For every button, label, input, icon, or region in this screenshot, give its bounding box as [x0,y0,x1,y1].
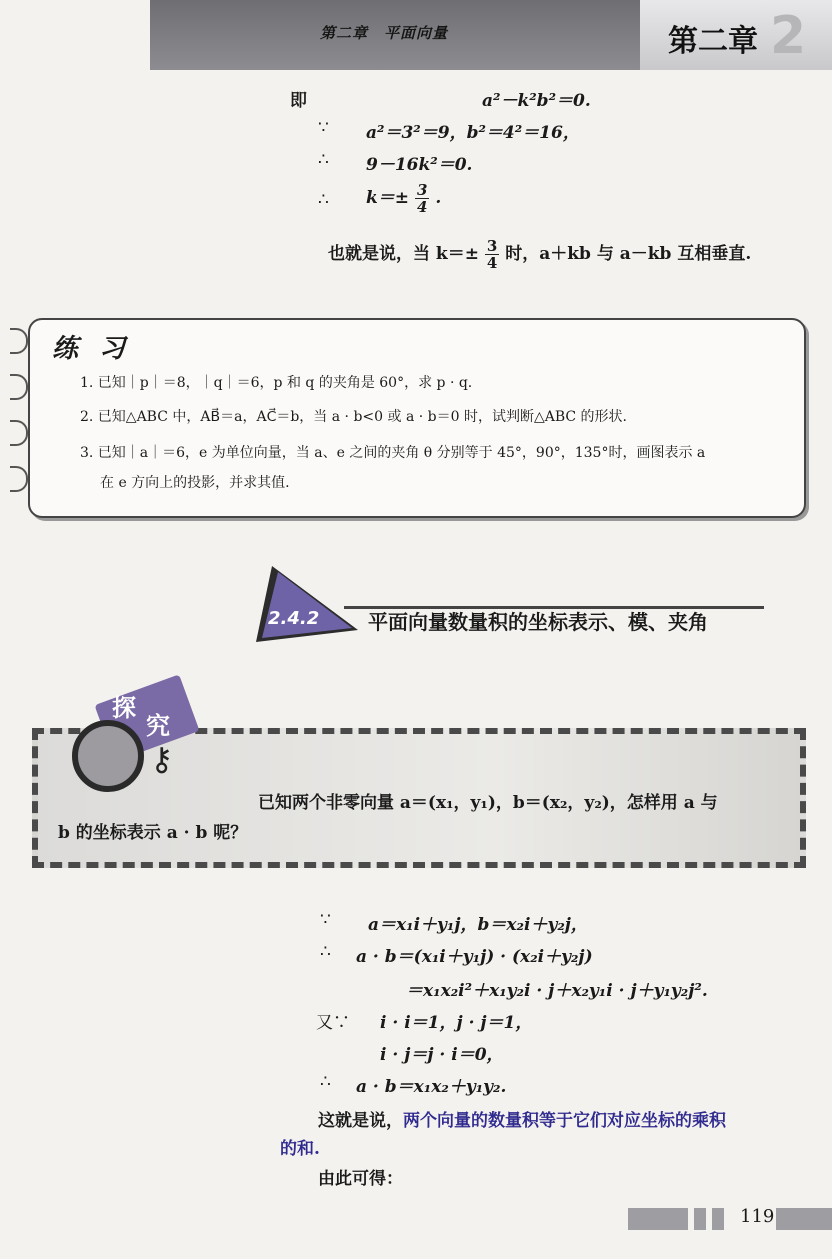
section-code: 2.4.2 [268,608,320,629]
derivation-line-3: ＝x₁x₂i²＋x₁y₂i · j＋x₂y₁i · j＋y₁y₂j². [406,981,708,1001]
section-title: 平面向量数量积的坐标表示、模、夹角 [368,610,708,634]
therefore-symbol: ∴ [318,190,329,210]
derivation-line-1: a＝x₁i＋y₁j，b＝x₂i＋y₂j， [368,915,588,935]
summary-line-1: 这就是说，两个向量的数量积等于它们对应坐标的乘积 [318,1111,726,1131]
conclusion: 也就是说，当 k＝± $\frac{3}{4}$ 时，a＋kb 与 a－kb 互相垂直. [328,237,752,272]
footer-bar [776,1208,832,1230]
explore-question-cont: b 的坐标表示 a · b 呢？ [58,823,248,843]
footer-bar [628,1208,688,1230]
chapter-tab-label: 第二章 [668,24,758,59]
binder-ring [10,466,28,492]
summary-line-3: 由此可得： [318,1169,403,1189]
key-icon: ⚷ [150,740,174,778]
derivation-line-4: i · i＝1，j · j＝1， [380,1013,533,1033]
equation-2: a²＝3²＝9，b²＝4²＝16， [366,123,580,143]
binder-ring [10,420,28,446]
equation-1: a²－k²b²＝0. [482,91,591,111]
practice-item-3-cont: 在 e 方向上的投影，并求其值. [100,475,290,491]
therefore-symbol: ∴ [318,150,329,170]
equation-4: k＝± $\frac{3}{4}$ . [366,181,442,216]
derivation-line-5: i · j＝j · i＝0， [380,1045,504,1065]
chapter-digit: 2 [770,6,807,66]
explore-question: 已知两个非零向量 a＝(x₁，y₁)，b＝(x₂，y₂)，怎样用 a 与 [258,793,718,813]
equation-4-pre: k＝± [366,188,410,208]
footer-bar [712,1208,724,1230]
fraction: $\frac{3}{4}$ [486,237,498,272]
practice-item-3: 3. 已知｜a｜＝6，e 为单位向量，当 a、e 之间的夹角 θ 分别等于 45°，90°，135°时，画图表示 a [80,445,706,461]
practice-item-2: 2. 已知△ABC 中，AB⃗＝a，AC⃗＝b，当 a · b<0 或 a · b＝0 时，试判断△ABC 的形状. [80,409,628,425]
binder-ring [10,328,28,354]
because-symbol: ∵ [320,910,331,930]
summary-line-2: 的和. [280,1139,320,1159]
derivation-line-6: a · b＝x₁x₂＋y₁y₂. [356,1077,507,1097]
magnifier-icon [72,720,144,792]
explore-label-char: 究 [146,712,170,740]
derivation-line-2: a · b＝(x₁i＋y₁j) · (x₂i＋y₂j) [356,947,593,967]
footer-bar [694,1208,706,1230]
running-title: 第二章 平面向量 [320,24,449,42]
because-symbol: ∵ [318,118,329,138]
line-prefix: 即 [290,91,307,111]
fraction: $\frac{3}{4}$ [416,181,428,216]
binder-ring [10,374,28,400]
explore-label-char: 探 [112,694,136,722]
equation-3: 9－16k²＝0. [366,155,473,175]
page-number: 119 [740,1206,775,1227]
practice-title: 练 习 [52,334,132,364]
practice-item-1: 1. 已知｜p｜＝8，｜q｜＝6，p 和 q 的夹角是 60°，求 p · q. [80,375,473,391]
therefore-symbol: ∴ [320,1072,331,1092]
also-because: 又∵ [316,1013,350,1033]
therefore-symbol: ∴ [320,942,331,962]
